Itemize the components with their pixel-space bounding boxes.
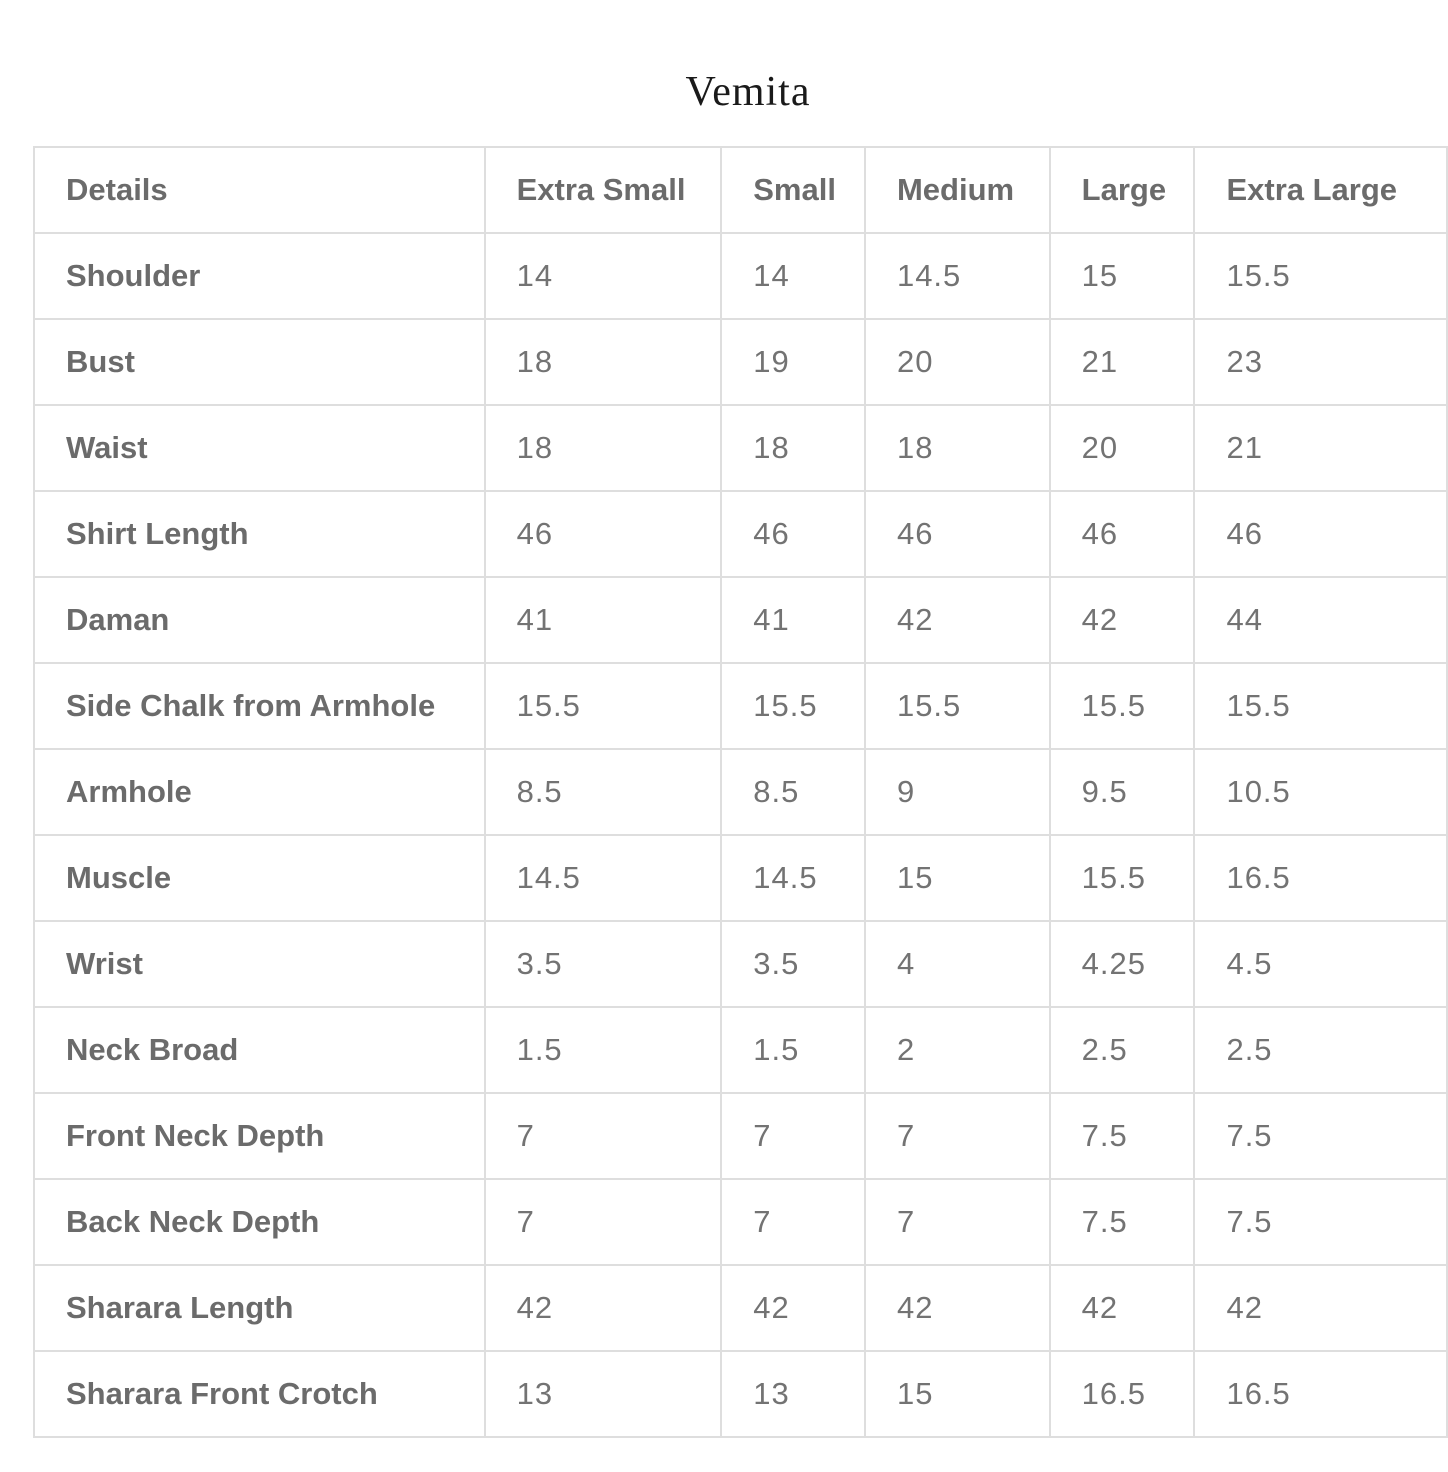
- table-cell: 2.5: [1194, 1007, 1447, 1093]
- table-row: [34, 491, 1447, 577]
- row-label: Sharara Front Crotch: [34, 1351, 485, 1437]
- row-label: Front Neck Depth: [34, 1093, 485, 1179]
- header-extra-small: Extra Small: [485, 147, 722, 233]
- table-cell: 7.5: [1050, 1093, 1195, 1179]
- table-cell: 4.25: [1050, 921, 1195, 1007]
- table-cell: 15.5: [1194, 233, 1447, 319]
- table-cell: 18: [485, 319, 722, 405]
- table-cell: 42: [865, 577, 1050, 663]
- table-cell: 7: [865, 1179, 1050, 1265]
- table-cell: 21: [1050, 319, 1195, 405]
- header-extra-large: Extra Large: [1194, 147, 1447, 233]
- table-row: [34, 319, 1447, 405]
- table-cell: 15.5: [1050, 835, 1195, 921]
- table-cell: 7: [721, 1179, 865, 1265]
- table-cell: 7: [721, 1093, 865, 1179]
- row-label: Bust: [34, 319, 485, 405]
- table-cell: 7: [485, 1093, 722, 1179]
- table-cell: 7.5: [1050, 1179, 1195, 1265]
- table-header-row: [34, 147, 1447, 233]
- table-row: [34, 577, 1447, 663]
- table-cell: 19: [721, 319, 865, 405]
- table-cell: 8.5: [721, 749, 865, 835]
- table-cell: 7.5: [1194, 1093, 1447, 1179]
- table-cell: 42: [865, 1265, 1050, 1351]
- header-medium: Medium: [865, 147, 1050, 233]
- table-cell: 20: [1050, 405, 1195, 491]
- table-cell: 46: [1194, 491, 1447, 577]
- table-cell: 13: [721, 1351, 865, 1437]
- table-cell: 16.5: [1194, 835, 1447, 921]
- table-cell: 9.5: [1050, 749, 1195, 835]
- table-cell: 46: [485, 491, 722, 577]
- table-cell: 7: [485, 1179, 722, 1265]
- table-cell: 3.5: [485, 921, 722, 1007]
- table-cell: 15: [865, 835, 1050, 921]
- table-cell: 15: [1050, 233, 1195, 319]
- table-cell: 18: [721, 405, 865, 491]
- table-cell: 14: [721, 233, 865, 319]
- table-row: [34, 835, 1447, 921]
- table-cell: 2: [865, 1007, 1050, 1093]
- table-cell: 14.5: [485, 835, 722, 921]
- table-cell: 2.5: [1050, 1007, 1195, 1093]
- table-cell: 18: [865, 405, 1050, 491]
- row-label: Waist: [34, 405, 485, 491]
- table-cell: 15.5: [865, 663, 1050, 749]
- table-cell: 42: [1050, 1265, 1195, 1351]
- table-cell: 14.5: [865, 233, 1050, 319]
- table-row: [34, 1179, 1447, 1265]
- table-cell: 1.5: [485, 1007, 722, 1093]
- table-cell: 14.5: [721, 835, 865, 921]
- row-label: Wrist: [34, 921, 485, 1007]
- table-cell: 15.5: [721, 663, 865, 749]
- row-label: Side Chalk from Armhole: [34, 663, 485, 749]
- table-cell: 7: [865, 1093, 1050, 1179]
- table-cell: 4.5: [1194, 921, 1447, 1007]
- table-cell: 13: [485, 1351, 722, 1437]
- table-row: [34, 1265, 1447, 1351]
- table-cell: 8.5: [485, 749, 722, 835]
- row-label: Daman: [34, 577, 485, 663]
- table-cell: 4: [865, 921, 1050, 1007]
- row-label: Neck Broad: [34, 1007, 485, 1093]
- table-cell: 41: [485, 577, 722, 663]
- row-label: Back Neck Depth: [34, 1179, 485, 1265]
- table-cell: 15: [865, 1351, 1050, 1437]
- table-cell: 16.5: [1194, 1351, 1447, 1437]
- size-chart-table: [33, 146, 1448, 1438]
- table-cell: 14: [485, 233, 722, 319]
- table-cell: 7.5: [1194, 1179, 1447, 1265]
- table-cell: 9: [865, 749, 1050, 835]
- row-label: Muscle: [34, 835, 485, 921]
- header-large: Large: [1050, 147, 1195, 233]
- table-cell: 42: [721, 1265, 865, 1351]
- table-cell: 46: [721, 491, 865, 577]
- table-row: [34, 1007, 1447, 1093]
- row-label: Sharara Length: [34, 1265, 485, 1351]
- table-cell: 15.5: [485, 663, 722, 749]
- table-row: [34, 405, 1447, 491]
- table-cell: 42: [485, 1265, 722, 1351]
- row-label: Armhole: [34, 749, 485, 835]
- table-cell: 1.5: [721, 1007, 865, 1093]
- table-cell: 15.5: [1194, 663, 1447, 749]
- table-cell: 3.5: [721, 921, 865, 1007]
- table-cell: 42: [1050, 577, 1195, 663]
- table-cell: 15.5: [1050, 663, 1195, 749]
- row-label: Shoulder: [34, 233, 485, 319]
- table-cell: 46: [865, 491, 1050, 577]
- table-cell: 44: [1194, 577, 1447, 663]
- table-row: [34, 1093, 1447, 1179]
- header-details: Details: [34, 147, 485, 233]
- table-row: [34, 663, 1447, 749]
- header-small: Small: [721, 147, 865, 233]
- table-cell: 46: [1050, 491, 1195, 577]
- table-row: [34, 921, 1447, 1007]
- table-cell: 18: [485, 405, 722, 491]
- table-cell: 10.5: [1194, 749, 1447, 835]
- table-cell: 41: [721, 577, 865, 663]
- table-row: [34, 233, 1447, 319]
- table-cell: 42: [1194, 1265, 1447, 1351]
- table-cell: 21: [1194, 405, 1447, 491]
- table-cell: 20: [865, 319, 1050, 405]
- row-label: Shirt Length: [34, 491, 485, 577]
- table-cell: 16.5: [1050, 1351, 1195, 1437]
- table-cell: 23: [1194, 319, 1447, 405]
- page-title: Vemita: [685, 69, 811, 115]
- table-row: [34, 749, 1447, 835]
- table-row: [34, 1351, 1447, 1437]
